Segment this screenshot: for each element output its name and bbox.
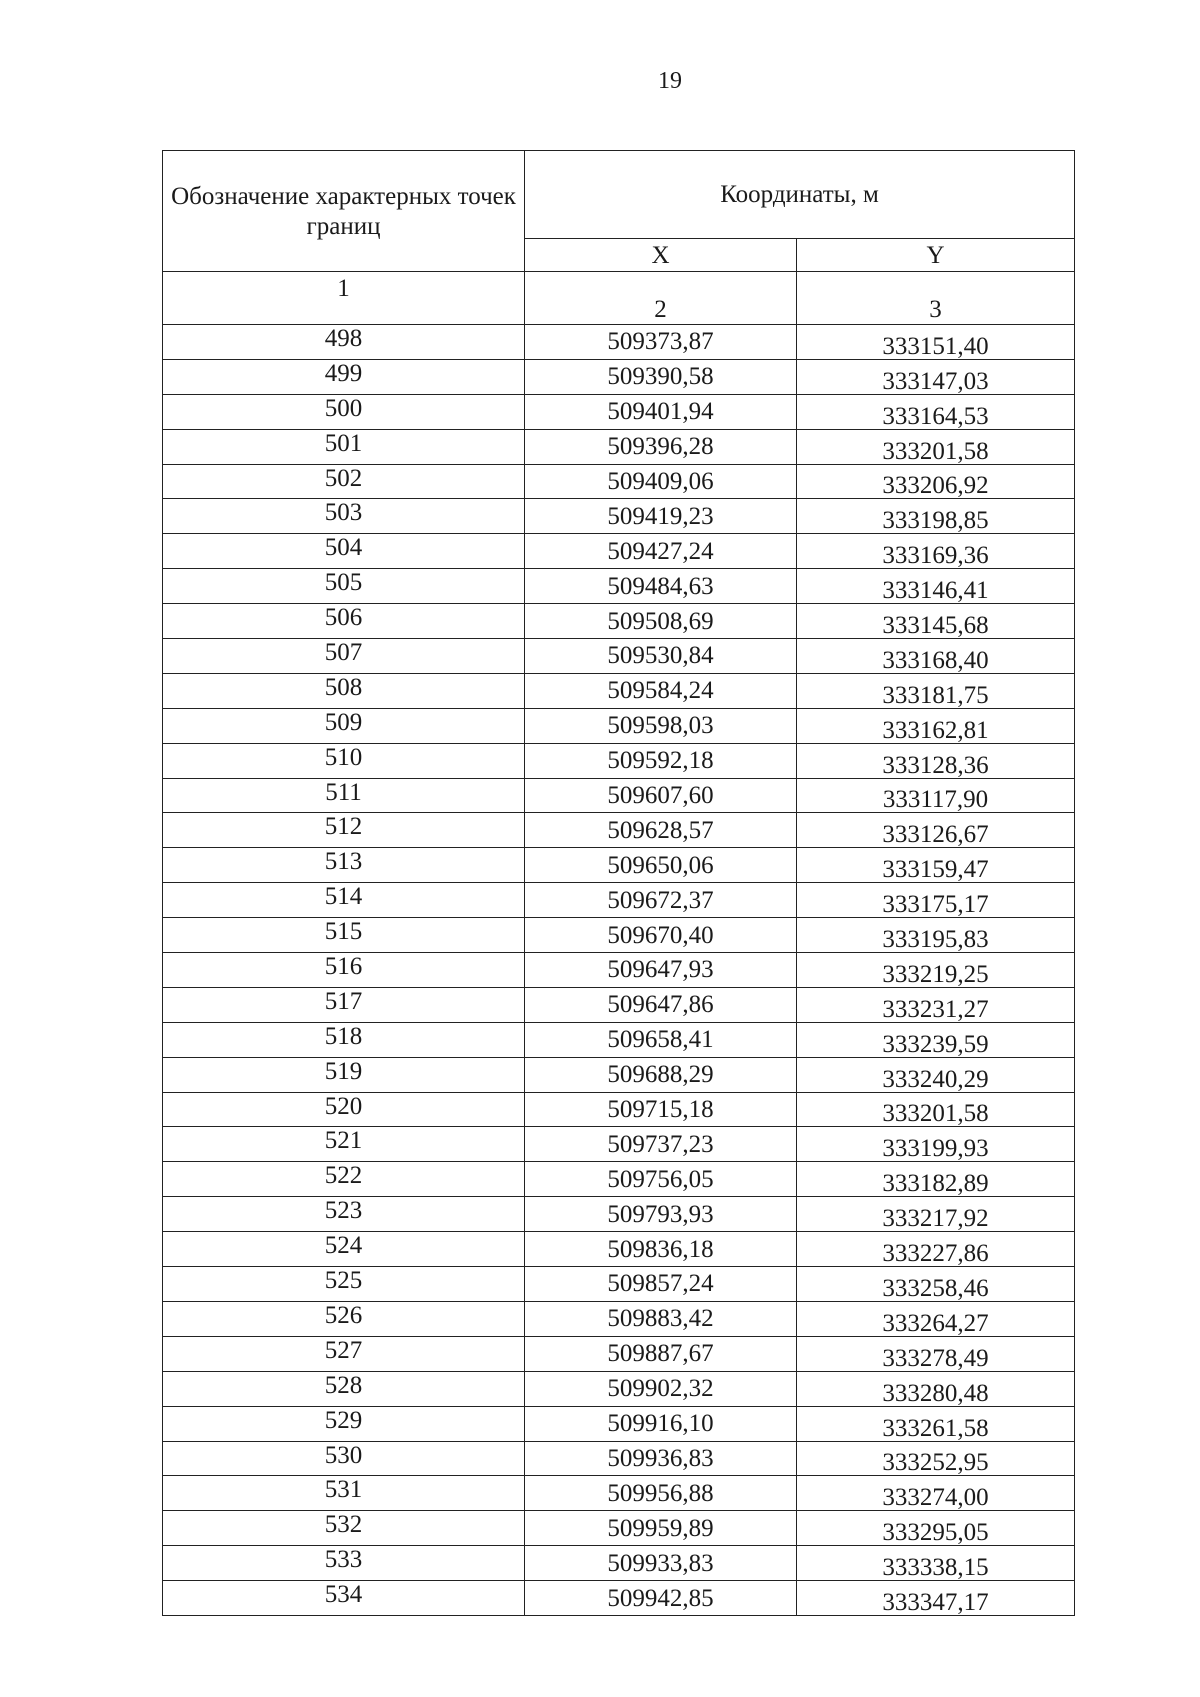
- x-coordinate-cell: 509902,32: [525, 1371, 797, 1406]
- x-coordinate-cell: 509401,94: [525, 394, 797, 429]
- x-coordinate-cell: 509883,42: [525, 1301, 797, 1336]
- y-coordinate-cell: 333252,95: [797, 1441, 1075, 1476]
- point-cell: 512: [163, 813, 525, 848]
- table-row: [163, 1511, 1075, 1546]
- table-row: [163, 1197, 1075, 1232]
- x-coordinate-cell: 509959,89: [525, 1511, 797, 1546]
- point-cell: 511: [163, 778, 525, 813]
- table-row: [163, 1581, 1075, 1616]
- x-coordinate-cell: 509672,37: [525, 883, 797, 918]
- y-coordinate-cell: 333201,58: [797, 1092, 1075, 1127]
- y-column-header: Y: [797, 239, 1075, 272]
- coordinates-column-header: Координаты, м: [525, 151, 1075, 239]
- y-coordinate-cell: 333195,83: [797, 918, 1075, 953]
- point-cell: 527: [163, 1336, 525, 1371]
- x-coordinate-cell: 509887,67: [525, 1336, 797, 1371]
- point-cell: 505: [163, 569, 525, 604]
- point-cell: 500: [163, 394, 525, 429]
- point-cell: 528: [163, 1371, 525, 1406]
- table-row: [163, 1022, 1075, 1057]
- table-row: [163, 534, 1075, 569]
- table-row: [163, 1336, 1075, 1371]
- point-cell: 523: [163, 1197, 525, 1232]
- table-row: [163, 1127, 1075, 1162]
- point-cell: 515: [163, 918, 525, 953]
- y-coordinate-cell: 333219,25: [797, 953, 1075, 988]
- point-cell: 518: [163, 1022, 525, 1057]
- table-row: [163, 639, 1075, 674]
- x-coordinate-cell: 509916,10: [525, 1406, 797, 1441]
- x-coordinate-cell: 509793,93: [525, 1197, 797, 1232]
- table-row: [163, 813, 1075, 848]
- table-row: [163, 1546, 1075, 1581]
- x-coordinate-cell: 509670,40: [525, 918, 797, 953]
- table-row: [163, 1371, 1075, 1406]
- x-coordinate-cell: 509756,05: [525, 1162, 797, 1197]
- table-row: [163, 499, 1075, 534]
- x-coordinate-cell: 509427,24: [525, 534, 797, 569]
- y-coordinate-cell: 333164,53: [797, 394, 1075, 429]
- y-coordinate-cell: 333280,48: [797, 1371, 1075, 1406]
- point-cell: 532: [163, 1511, 525, 1546]
- point-cell: 516: [163, 953, 525, 988]
- x-coordinate-cell: 509942,85: [525, 1581, 797, 1616]
- table-row: [163, 394, 1075, 429]
- point-cell: 517: [163, 987, 525, 1022]
- y-coordinate-cell: 333199,93: [797, 1127, 1075, 1162]
- x-coordinate-cell: 509592,18: [525, 743, 797, 778]
- point-cell: 526: [163, 1301, 525, 1336]
- table-row: [163, 429, 1075, 464]
- y-coordinate-cell: 333274,00: [797, 1476, 1075, 1511]
- table-row: [163, 359, 1075, 394]
- y-coordinate-cell: 333151,40: [797, 325, 1075, 360]
- point-cell: 501: [163, 429, 525, 464]
- point-cell: 520: [163, 1092, 525, 1127]
- x-coordinate-cell: 509650,06: [525, 848, 797, 883]
- y-coordinate-cell: 333128,36: [797, 743, 1075, 778]
- y-coordinate-cell: 333264,27: [797, 1301, 1075, 1336]
- y-coordinate-cell: 333175,17: [797, 883, 1075, 918]
- table-row: [163, 1162, 1075, 1197]
- point-cell: 533: [163, 1546, 525, 1581]
- table-row: [163, 918, 1075, 953]
- table-row: [163, 569, 1075, 604]
- x-coordinate-cell: 509647,93: [525, 953, 797, 988]
- y-coordinate-cell: 333261,58: [797, 1406, 1075, 1441]
- point-cell: 510: [163, 743, 525, 778]
- point-cell: 506: [163, 604, 525, 639]
- table-row: [163, 778, 1075, 813]
- x-coordinate-cell: 509956,88: [525, 1476, 797, 1511]
- y-coordinate-cell: 333147,03: [797, 359, 1075, 394]
- point-cell: 529: [163, 1406, 525, 1441]
- point-cell: 498: [163, 325, 525, 360]
- table-row: [163, 1057, 1075, 1092]
- y-coordinate-cell: 333182,89: [797, 1162, 1075, 1197]
- table-body: [163, 325, 1075, 1616]
- table-row: [163, 1476, 1075, 1511]
- point-cell: 531: [163, 1476, 525, 1511]
- y-coordinate-cell: 333159,47: [797, 848, 1075, 883]
- x-coordinate-cell: 509484,63: [525, 569, 797, 604]
- x-coordinate-cell: 509584,24: [525, 673, 797, 708]
- x-column-header: X: [525, 239, 797, 272]
- table-row: [163, 883, 1075, 918]
- table-row: [163, 673, 1075, 708]
- y-coordinate-cell: 333258,46: [797, 1267, 1075, 1302]
- y-coordinate-cell: 333146,41: [797, 569, 1075, 604]
- x-coordinate-cell: 509390,58: [525, 359, 797, 394]
- point-cell: 521: [163, 1127, 525, 1162]
- x-coordinate-cell: 509857,24: [525, 1267, 797, 1302]
- x-coordinate-cell: 509647,86: [525, 987, 797, 1022]
- point-cell: 534: [163, 1581, 525, 1616]
- x-coordinate-cell: 509936,83: [525, 1441, 797, 1476]
- point-cell: 524: [163, 1232, 525, 1267]
- x-coordinate-cell: 509373,87: [525, 325, 797, 360]
- table-header: [163, 151, 1075, 325]
- y-coordinate-cell: 333145,68: [797, 604, 1075, 639]
- table-row: [163, 848, 1075, 883]
- table-row: [163, 325, 1075, 360]
- table-row: [163, 1301, 1075, 1336]
- column-number-3: 3: [797, 272, 1075, 325]
- table-row: [163, 1267, 1075, 1302]
- y-coordinate-cell: 333239,59: [797, 1022, 1075, 1057]
- table-row: [163, 708, 1075, 743]
- point-cell: 502: [163, 464, 525, 499]
- x-coordinate-cell: 509508,69: [525, 604, 797, 639]
- x-coordinate-cell: 509396,28: [525, 429, 797, 464]
- y-coordinate-cell: 333278,49: [797, 1336, 1075, 1371]
- y-coordinate-cell: 333295,05: [797, 1511, 1075, 1546]
- point-cell: 503: [163, 499, 525, 534]
- point-cell: 504: [163, 534, 525, 569]
- y-coordinate-cell: 333168,40: [797, 639, 1075, 674]
- table-row: [163, 604, 1075, 639]
- column-number-2: 2: [525, 272, 797, 325]
- table-row: [163, 743, 1075, 778]
- y-coordinate-cell: 333201,58: [797, 429, 1075, 464]
- table-row: [163, 464, 1075, 499]
- table-row: [163, 953, 1075, 988]
- y-coordinate-cell: 333217,92: [797, 1197, 1075, 1232]
- y-coordinate-cell: 333162,81: [797, 708, 1075, 743]
- point-cell: 507: [163, 639, 525, 674]
- point-cell: 513: [163, 848, 525, 883]
- table-row: [163, 987, 1075, 1022]
- coordinates-table: [162, 150, 1075, 1616]
- point-cell: 519: [163, 1057, 525, 1092]
- point-cell: 514: [163, 883, 525, 918]
- column-number-1: 1: [163, 272, 525, 325]
- x-coordinate-cell: 509658,41: [525, 1022, 797, 1057]
- table-row: [163, 1092, 1075, 1127]
- x-coordinate-cell: 509598,03: [525, 708, 797, 743]
- y-coordinate-cell: 333231,27: [797, 987, 1075, 1022]
- point-cell: 522: [163, 1162, 525, 1197]
- x-coordinate-cell: 509836,18: [525, 1232, 797, 1267]
- y-coordinate-cell: 333181,75: [797, 673, 1075, 708]
- x-coordinate-cell: 509607,60: [525, 778, 797, 813]
- page-number: 19: [658, 68, 682, 94]
- point-cell: 508: [163, 673, 525, 708]
- x-coordinate-cell: 509737,23: [525, 1127, 797, 1162]
- points-column-label: Обозначение характерных точек границ: [171, 183, 516, 240]
- point-cell: 509: [163, 708, 525, 743]
- table-row: [163, 1441, 1075, 1476]
- y-coordinate-cell: 333338,15: [797, 1546, 1075, 1581]
- y-coordinate-cell: 333117,90: [797, 778, 1075, 813]
- x-coordinate-cell: 509530,84: [525, 639, 797, 674]
- table-row: [163, 1406, 1075, 1441]
- x-coordinate-cell: 509419,23: [525, 499, 797, 534]
- point-cell: 530: [163, 1441, 525, 1476]
- point-cell: 525: [163, 1267, 525, 1302]
- table-row: [163, 1232, 1075, 1267]
- y-coordinate-cell: 333198,85: [797, 499, 1075, 534]
- x-coordinate-cell: 509715,18: [525, 1092, 797, 1127]
- x-coordinate-cell: 509933,83: [525, 1546, 797, 1581]
- y-coordinate-cell: 333227,86: [797, 1232, 1075, 1267]
- x-coordinate-cell: 509688,29: [525, 1057, 797, 1092]
- y-coordinate-cell: 333126,67: [797, 813, 1075, 848]
- points-column-header: [163, 151, 525, 272]
- y-coordinate-cell: 333240,29: [797, 1057, 1075, 1092]
- x-coordinate-cell: 509628,57: [525, 813, 797, 848]
- point-cell: 499: [163, 359, 525, 394]
- y-coordinate-cell: 333347,17: [797, 1581, 1075, 1616]
- y-coordinate-cell: 333206,92: [797, 464, 1075, 499]
- x-coordinate-cell: 509409,06: [525, 464, 797, 499]
- y-coordinate-cell: 333169,36: [797, 534, 1075, 569]
